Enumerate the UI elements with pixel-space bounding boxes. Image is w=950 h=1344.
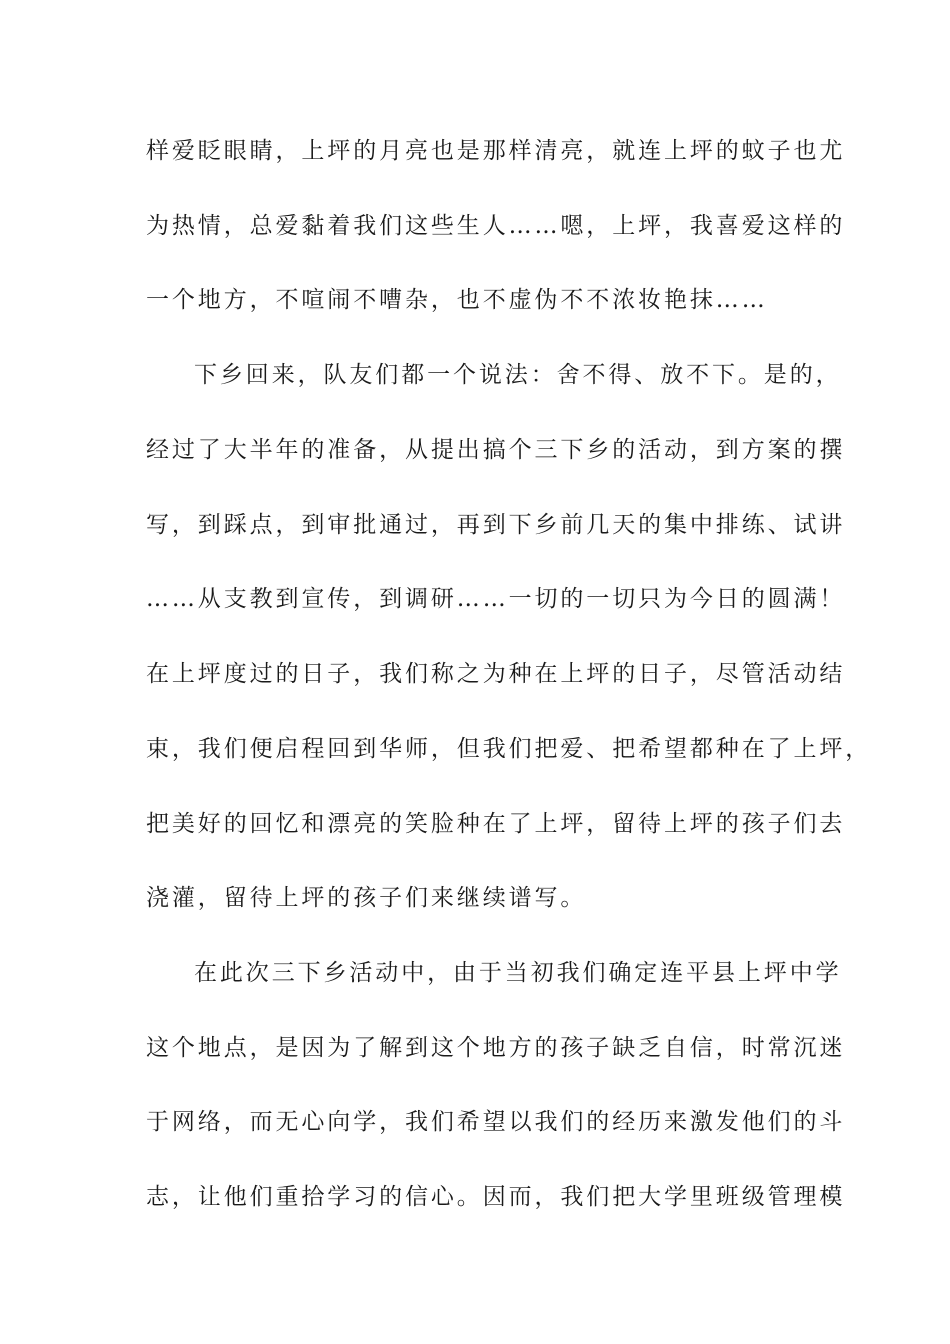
text-line: 这个地点，是因为了解到这个地方的孩子缺乏自信，时常沉迷	[146, 1035, 846, 1061]
text-line: ……从支教到宣传，到调研……一切的一切只为今日的圆满！	[146, 586, 846, 612]
text-line: 把美好的回忆和漂亮的笑脸种在了上坪，留待上坪的孩子们去	[146, 811, 846, 837]
text-line: 于网络，而无心向学，我们希望以我们的经历来激发他们的斗	[146, 1109, 846, 1135]
text-line: 浇灌，留待上坪的孩子们来继续谱写。	[146, 885, 587, 911]
text-line: 为热情，总爱黏着我们这些生人……嗯，上坪，我喜爱这样的	[146, 213, 846, 239]
text-line: 束，我们便启程回到华师，但我们把爱、把希望都种在了上坪，	[146, 736, 872, 762]
text-line: 一个地方，不喧闹不嘈杂，也不虚伪不不浓妆艳抹……	[146, 287, 768, 313]
text-line: 样爱眨眼睛，上坪的月亮也是那样清亮，就连上坪的蚊子也尤	[146, 138, 846, 164]
text-line: 经过了大半年的准备，从提出搞个三下乡的活动，到方案的撰	[146, 437, 846, 463]
paragraph-first-line: 在此次三下乡活动中，由于当初我们确定连平县上坪中学	[194, 960, 842, 986]
text-line: 写，到踩点，到审批通过，再到下乡前几天的集中排练、试讲	[146, 512, 846, 538]
paragraph-first-line: 下乡回来，队友们都一个说法：舍不得、放不下。是的，	[194, 362, 842, 388]
text-line: 志，让他们重拾学习的信心。因而，我们把大学里班级管理模	[146, 1184, 846, 1210]
text-line: 在上坪度过的日子，我们称之为种在上坪的日子，尽管活动结	[146, 661, 846, 687]
